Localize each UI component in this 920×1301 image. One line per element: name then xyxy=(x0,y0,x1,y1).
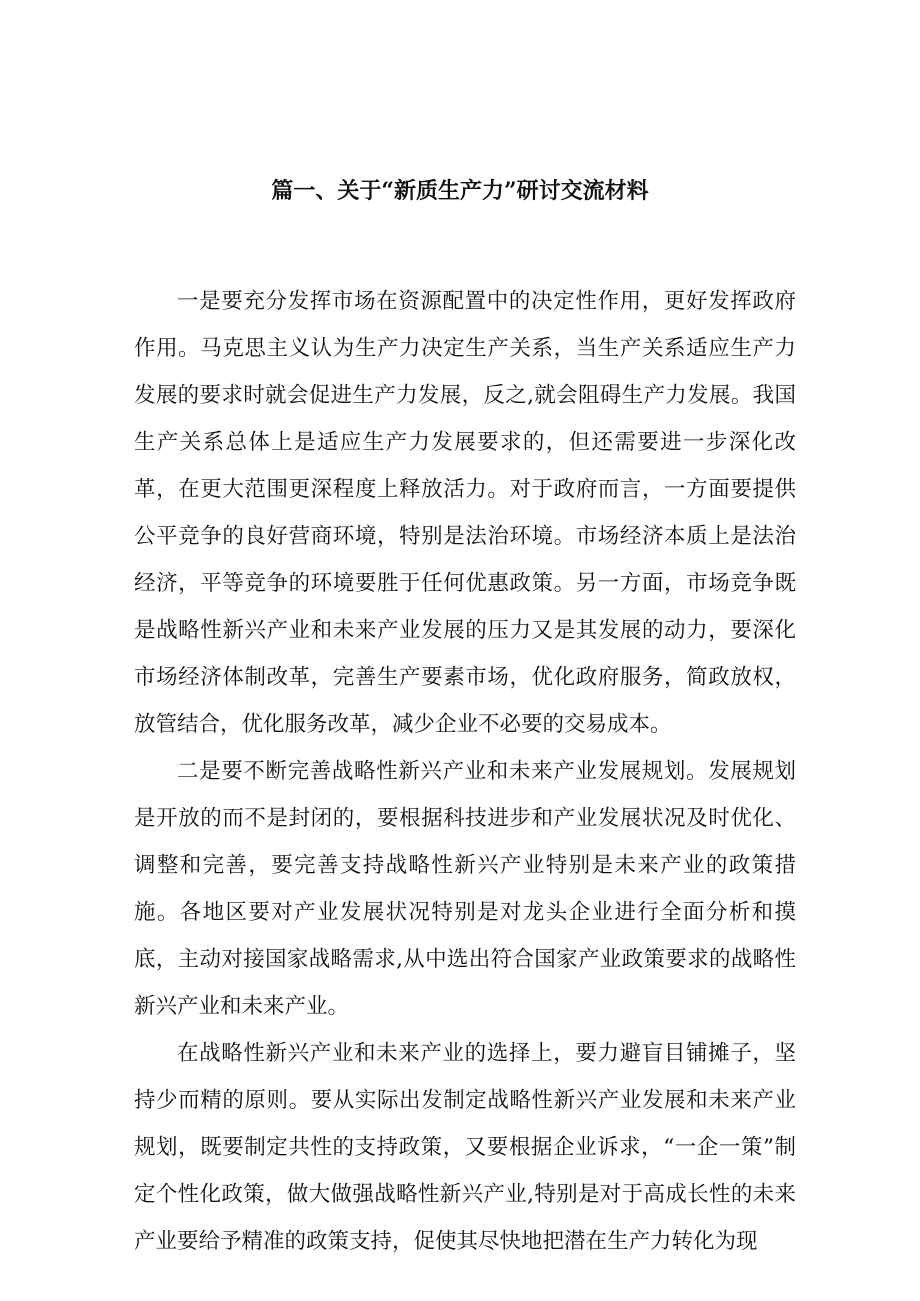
document-title: 篇一、关于“新质生产力”研讨交流材料 xyxy=(271,178,649,204)
paragraph-1: 一是要充分发挥市场在资源配置中的决定性作用，更好发挥政府作用。马克思主义认为生产力决定生产关系，当生产关系适应生产力发展的要求时就会促进生产力发展，反之,就会阻碍生产力发展。我国生产关系总体上是适应生产力发展要求的，但还需要进一步深化改革，在更大范围更深程度上释放活力。对于政府而言，一方面要提供公平竞争的良好营商环境，特别是法治环境。市场经济本质上是法治经济，平等竞争的环境要胜于任何优惠政策。另一方面，市场竞争既是战略性新兴产业和未来产业发展的压力又是其发展的动力，要深化市场经济体制改革，完善生产要素市场，优化政府服务，简政放权，放管结合，优化服务改革，减少企业不必要的交易成本。 xyxy=(134,289,796,737)
paragraph-2: 二是要不断完善战略性新兴产业和未来产业发展规划。发展规划是开放的而不是封闭的，要根据科技进步和产业发展状况及时优化、调整和完善，要完善支持战略性新兴产业特别是未来产业的政策措施。各地区要对产业发展状况特别是对龙头企业进行全面分析和摸底，主动对接国家战略需求,从中选出符合国家产业政策要求的战略性新兴产业和未来产业。 xyxy=(134,759,796,1019)
paragraph-3: 在战略性新兴产业和未来产业的选择上，要力避盲目铺摊子，坚持少而精的原则。要从实际出发制定战略性新兴产业发展和未来产业规划，既要制定共性的支持政策，又要根据企业诉求，“一企一策”制定个性化政策，做大做强战略性新兴产业,特别是对于高成长性的未来产业要给予精准的政策支持，促使其尽快地把潜在生产力转化为现 xyxy=(134,1041,796,1254)
document-body xyxy=(134,278,796,1265)
